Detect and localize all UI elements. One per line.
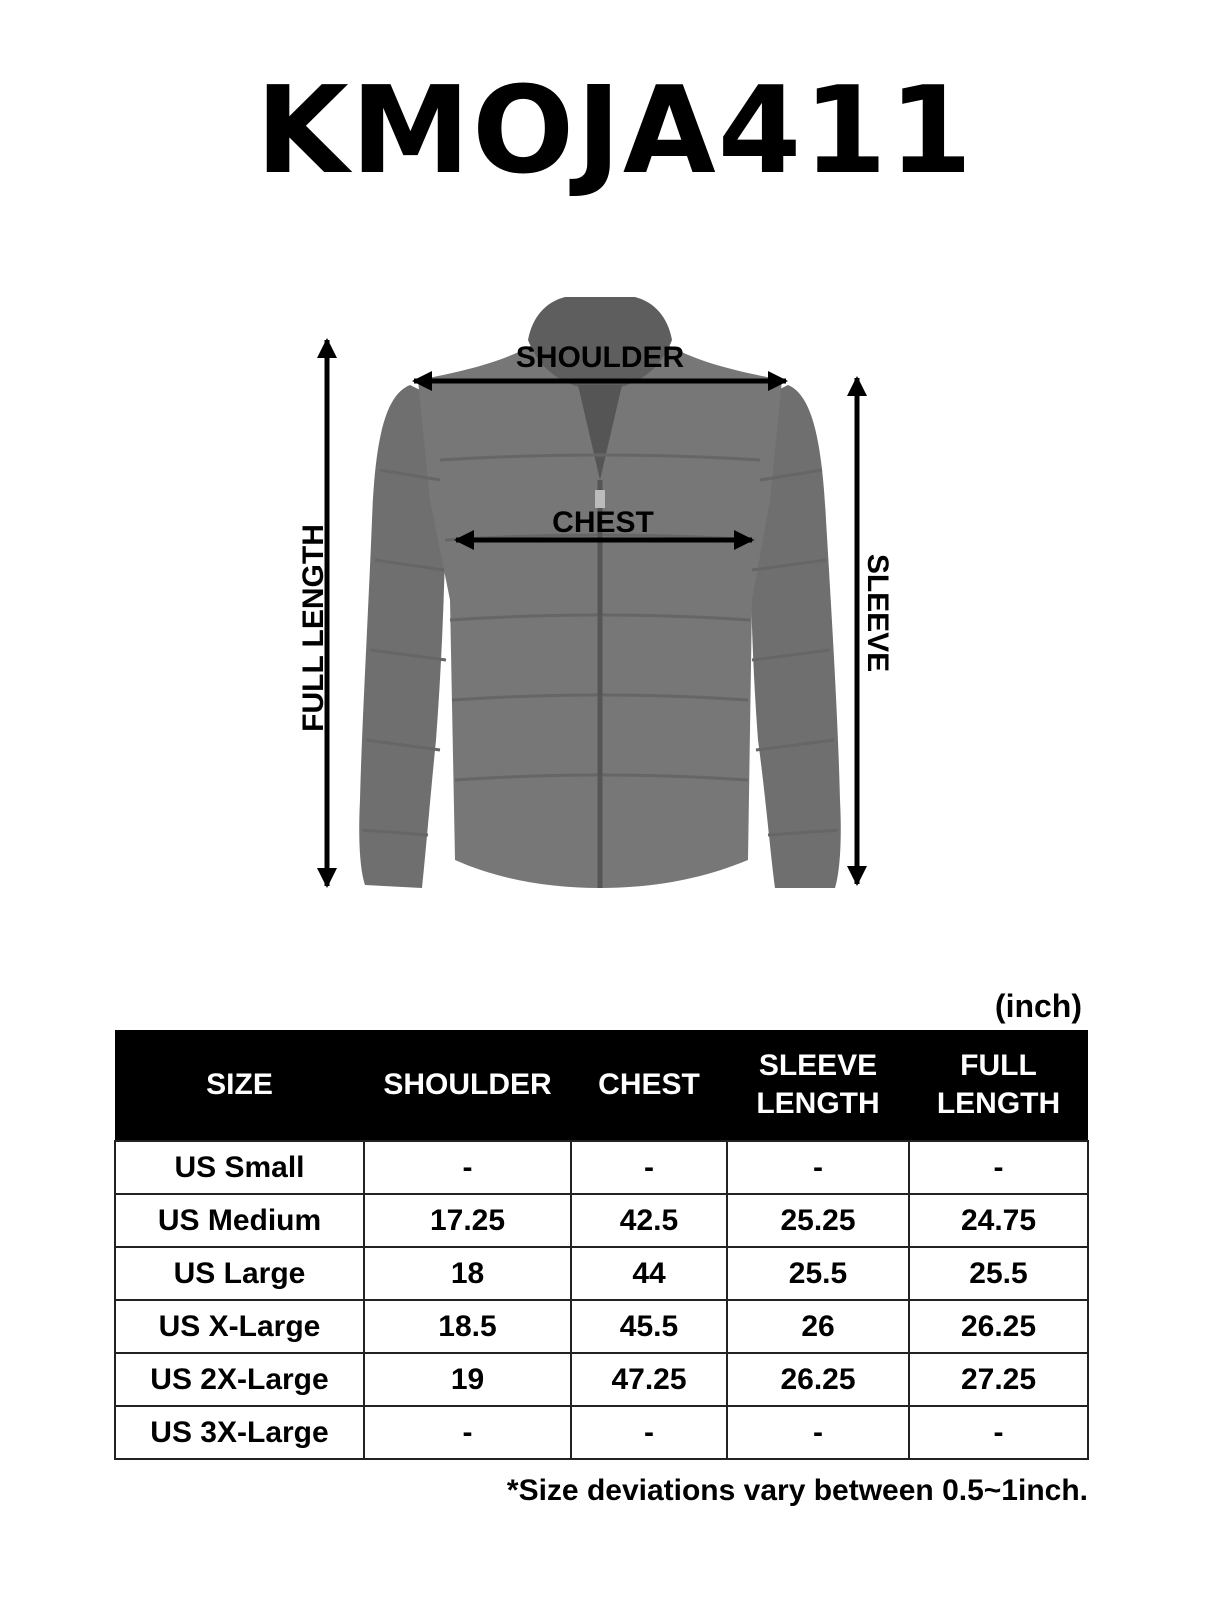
- cell-shoulder: -: [364, 1141, 571, 1194]
- shoulder-label: SHOULDER: [515, 341, 685, 374]
- table-row: [115, 1353, 1088, 1406]
- table-row: [115, 1406, 1088, 1459]
- cell-sleeve: 25.25: [727, 1194, 909, 1247]
- unit-label: (inch): [994, 988, 1082, 1024]
- product-code-title: KMOJA411: [255, 62, 975, 201]
- cell-full-length: -: [909, 1141, 1088, 1194]
- table-row: [115, 1247, 1088, 1300]
- sleeve-label: SLEEVE: [861, 553, 894, 673]
- cell-size: US Small: [115, 1141, 364, 1194]
- header-chest: CHEST: [571, 1030, 727, 1141]
- cell-chest: 44: [571, 1247, 727, 1300]
- cell-size: US Medium: [115, 1194, 364, 1247]
- table-row: [115, 1141, 1088, 1194]
- cell-shoulder: 19: [364, 1353, 571, 1406]
- header-sleeve-length: [727, 1030, 909, 1141]
- header-shoulder: SHOULDER: [364, 1030, 571, 1141]
- jacket-illustration: [359, 297, 841, 888]
- cell-size: US X-Large: [115, 1300, 364, 1353]
- cell-sleeve: 26.25: [727, 1353, 909, 1406]
- cell-full-length: 24.75: [909, 1194, 1088, 1247]
- size-deviation-note: *Size deviations vary between 0.5~1inch.: [506, 1474, 1088, 1507]
- header-full-line2: LENGTH: [936, 1087, 1061, 1120]
- cell-sleeve: -: [727, 1406, 909, 1459]
- cell-size: US 3X-Large: [115, 1406, 364, 1459]
- cell-sleeve: 25.5: [727, 1247, 909, 1300]
- chest-label: CHEST: [552, 506, 654, 539]
- cell-size: US Large: [115, 1247, 364, 1300]
- cell-shoulder: 18: [364, 1247, 571, 1300]
- cell-shoulder: 17.25: [364, 1194, 571, 1247]
- cell-full-length: -: [909, 1406, 1088, 1459]
- cell-full-length: 26.25: [909, 1300, 1088, 1353]
- cell-sleeve: 26: [727, 1300, 909, 1353]
- table-row: [115, 1194, 1088, 1247]
- cell-shoulder: 18.5: [364, 1300, 571, 1353]
- table-header-row: [115, 1030, 1088, 1141]
- size-chart-table: [114, 1030, 1089, 1460]
- cell-shoulder: -: [364, 1406, 571, 1459]
- cell-chest: -: [571, 1406, 727, 1459]
- header-sleeve-line1: SLEEVE: [758, 1049, 878, 1082]
- full-length-label: FULL LENGTH: [297, 524, 330, 732]
- table-row: [115, 1300, 1088, 1353]
- cell-sleeve: -: [727, 1141, 909, 1194]
- header-sleeve-line2: LENGTH: [756, 1087, 880, 1120]
- cell-full-length: 27.25: [909, 1353, 1088, 1406]
- cell-chest: 47.25: [571, 1353, 727, 1406]
- cell-full-length: 25.5: [909, 1247, 1088, 1300]
- header-full-length: [909, 1030, 1088, 1141]
- cell-chest: 45.5: [571, 1300, 727, 1353]
- header-size: SIZE: [115, 1030, 364, 1141]
- header-full-line1: FULL: [960, 1049, 1037, 1082]
- cell-size: US 2X-Large: [115, 1353, 364, 1406]
- cell-chest: -: [571, 1141, 727, 1194]
- cell-chest: 42.5: [571, 1194, 727, 1247]
